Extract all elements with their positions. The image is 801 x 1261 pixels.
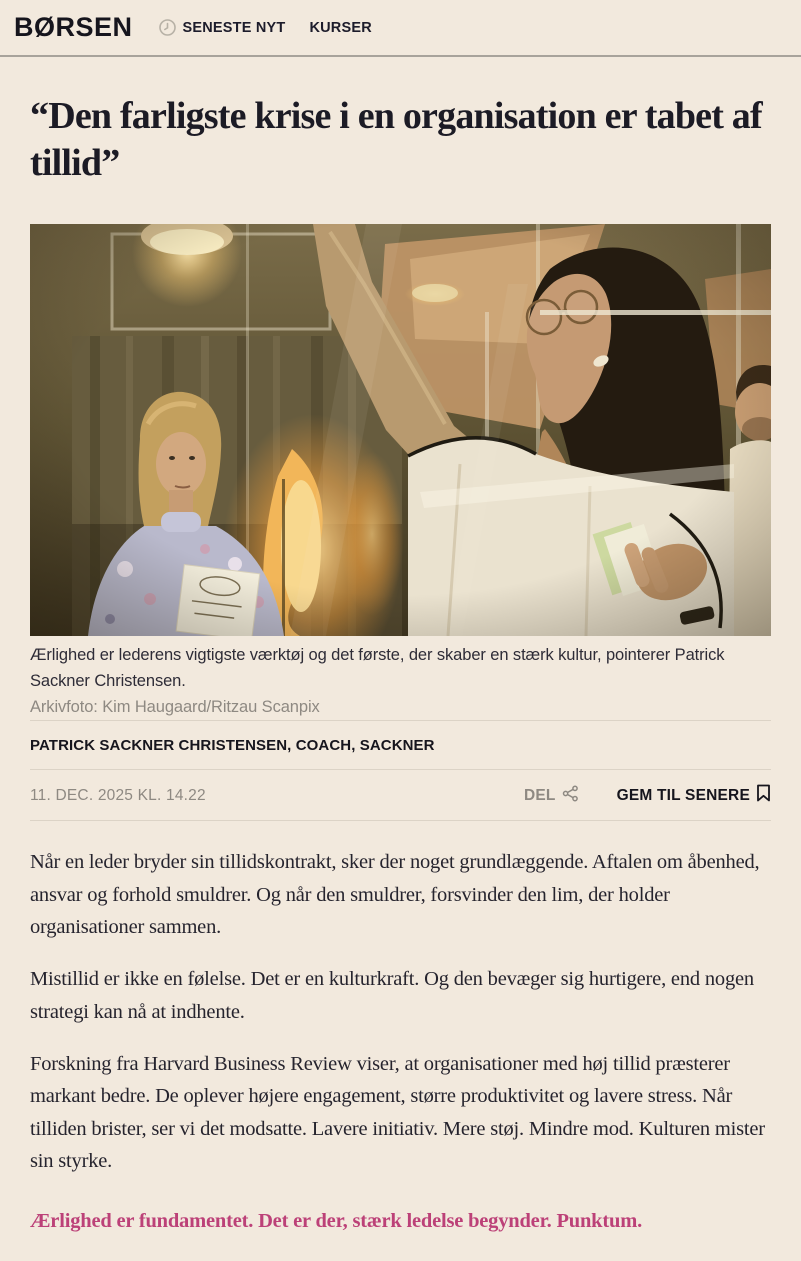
borsen-logo[interactable]: BØRSEN [14,12,133,42]
body-paragraph: Mistillid er ikke en følelse. Det er en kulturkraft. Og den bevæger sig hurtigere, end nogen strategi kan nå at indhente. [30,968,754,1023]
save-button[interactable] [617,784,771,807]
article-actions [524,784,771,807]
top-nav [159,19,372,36]
image-caption: Ærlighed er lederens vigtigste værktøj og det første, der skaber en stærk kultur, pointerer Patrick Sackner Christensen. [30,646,725,691]
nav-kurser[interactable] [309,20,371,36]
article-photo [30,224,771,636]
byline: PATRICK SACKNER CHRISTENSEN, COACH, SACKNER [30,737,435,755]
article-body [30,821,771,1261]
article-figure [30,224,771,720]
meta-row [30,770,771,820]
figure-caption [30,643,771,720]
body-paragraph: Forskning fra Harvard Business Review viser, at organisationer med høj tillid præsterer markant bedre. De oplever højere engagement, større produktivitet og lavere stress. Når tilliden brister, ser vi det modsatte. Lavere initiativ. Mere støj. Mindre mod. Kulturen mister sin styrke. [30,1053,765,1173]
nav-label: SENESTE NYT [182,19,286,36]
article-headline: “Den farligste krise i en organisation er tabet af tillid” [30,95,762,184]
clock-icon [159,19,176,36]
image-credit: Arkivfoto: Kim Haugaard/Ritzau Scanpix [30,697,320,716]
share-button[interactable] [524,785,579,807]
share-nodes-icon [562,785,579,807]
save-label: GEM TIL SENERE [616,786,750,804]
nav-seneste-nyt[interactable] [159,19,286,36]
body-paragraph: Når en leder bryder sin tillidskontrakt, sker der noget grundlæggende. Aftalen om åbenhed, ansvar og forhold smuldrer. Og når den smuldrer, forsvinder den lim, der holder organisationer sammen. [30,851,760,938]
bookmark-icon [756,784,771,807]
header-divider [0,55,801,57]
top-bar [0,0,801,55]
publish-date: 11. DEC. 2025 KL. 14.22 [30,786,206,804]
share-label: DEL [523,786,556,804]
article [0,93,801,1261]
highlight-paragraph: Ærlighed er fundamentet. Det er der, stærk ledelse begynder. Punktum. [30,1209,643,1232]
nav-label: KURSER [309,19,372,36]
